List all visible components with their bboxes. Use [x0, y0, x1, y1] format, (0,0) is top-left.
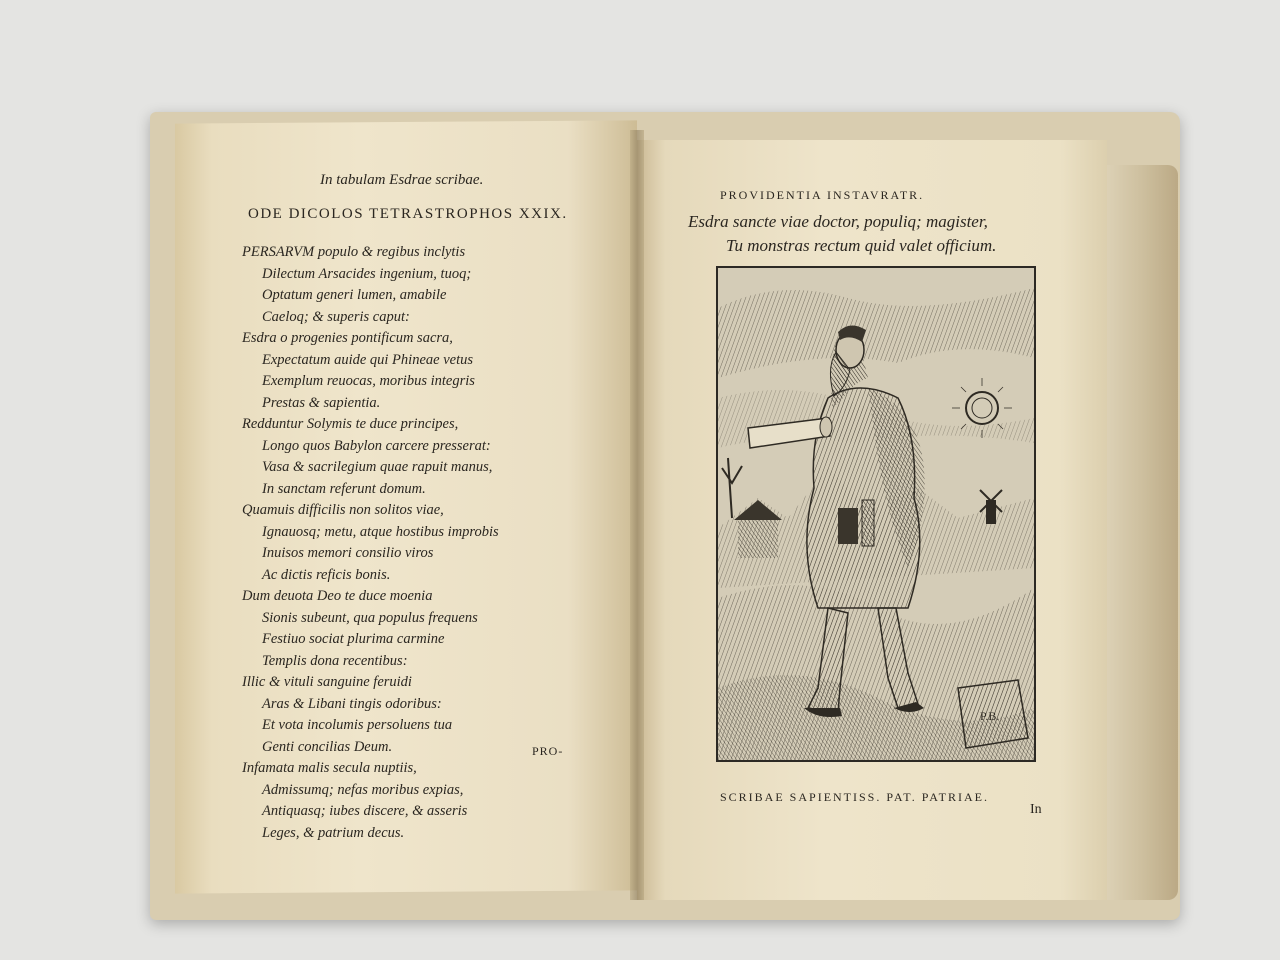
poem-line: Templis dona recentibus:: [262, 652, 408, 669]
poem-line: Festiuo sociat plurima carmine: [262, 631, 445, 647]
poem-line: Admissumq; nefas moribus expias,: [262, 781, 464, 798]
motto-line-2: Tu monstras rectum quid valet officium.: [726, 236, 997, 255]
poem-line: Longo quos Babylon carcere presserat:: [262, 437, 491, 454]
poem-line: Inuisos memori consilio viros: [262, 545, 434, 561]
engraving-monogram: P.B.: [980, 709, 1000, 723]
poem-line: Esdra o progenies pontificum sacra,: [242, 330, 453, 346]
motto-line-1: Esdra sancte viae doctor, populiq; magister,: [688, 212, 988, 231]
book-gutter: [630, 130, 644, 900]
engraving-esdras: [716, 266, 1036, 762]
poem-line: Ac dictis reficis bonis.: [262, 566, 391, 583]
poem-line: In sanctam referunt domum.: [262, 480, 426, 497]
emblem-motto: [688, 210, 996, 258]
poem-line: Leges, & patrium decus.: [262, 824, 405, 841]
catchword-right: In: [1030, 802, 1042, 817]
poem-line: Caeloq; & superis caput:: [262, 308, 410, 325]
poem-line: Illic & vituli sanguine feruidi: [242, 674, 412, 690]
poem-line: Dilectum Arsacides ingenium, tuoq;: [262, 265, 472, 282]
poem-line: Optatum generi lumen, amabile: [262, 287, 447, 303]
poem-line: Infamata malis secula nuptiis,: [242, 760, 417, 776]
poem-line: PERSARVM populo & regibus inclytis: [242, 244, 466, 260]
poem-line: Exemplum reuocas, moribus integris: [262, 373, 475, 389]
poem-line: Dum deuota Deo te duce moenia: [242, 588, 433, 604]
poem-line: Aras & Libani tingis odoribus:: [262, 695, 442, 712]
poem-line: Et vota incolumis persoluens tua: [262, 717, 453, 733]
poem-line: Ignauosq; metu, atque hostibus improbis: [262, 523, 499, 540]
poem-line: Genti concilias Deum.: [262, 738, 393, 755]
ode-title: ODE DICOLOS TETRASTROPHOS XXIX.: [248, 206, 568, 222]
catchword-left: PRO-: [532, 744, 564, 758]
emblem-footer: SCRIBAE SAPIENTISS. PAT. PATRIAE.: [720, 790, 989, 804]
page-caption: In tabulam Esdrae scribae.: [320, 172, 484, 188]
engraving-illustration: [718, 268, 1034, 760]
poem-line: Quamuis difficilis non solitos viae,: [242, 502, 444, 518]
poem-line: Vasa & sacrilegium quae rapuit manus,: [262, 459, 493, 475]
poem-line: Redduntur Solymis te duce principes,: [242, 416, 459, 432]
emblem-header: PROVIDENTIA INSTAVRATR.: [720, 188, 925, 202]
poem-line: Sionis subeunt, qua populus frequens: [262, 609, 478, 626]
poem-line: Prestas & sapientia.: [262, 394, 381, 411]
poem-line: Expectatum auide qui Phineae vetus: [262, 351, 473, 368]
poem-line: Antiquasq; iubes discere, & asseris: [262, 803, 468, 819]
